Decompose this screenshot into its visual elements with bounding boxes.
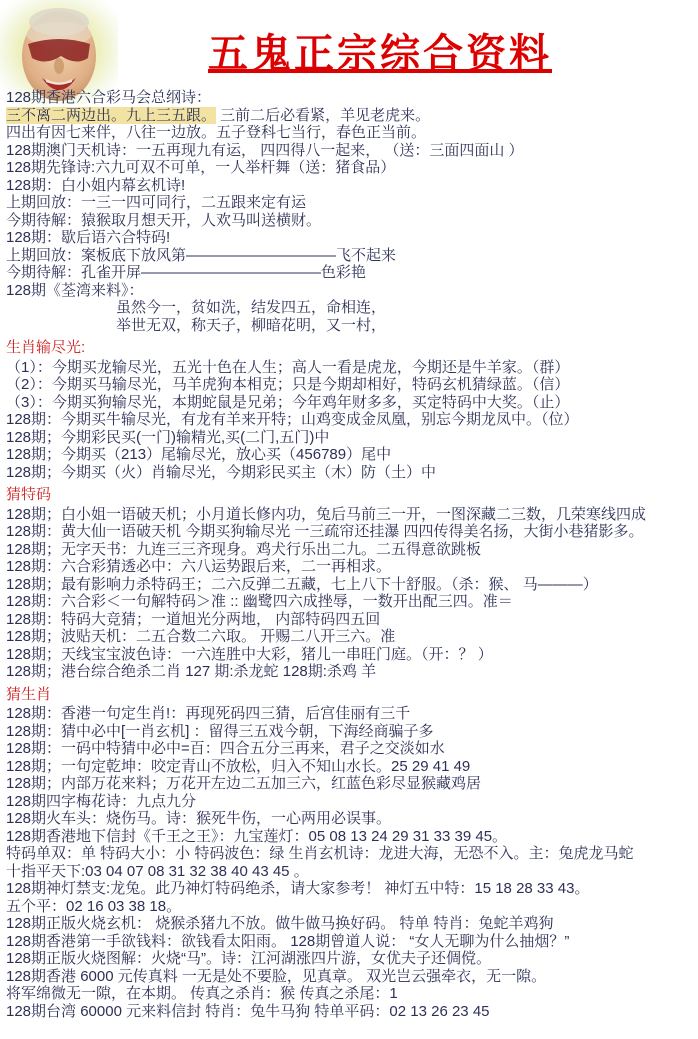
text-line: （1）：今期买龙输尽光，五光十色在人生；高人一看是虎龙，今期还是牛羊家。（群） (6, 358, 570, 376)
page-title: 五鬼正宗综合资料 (208, 31, 552, 76)
text-line: 128期澳门天机诗：一五再现九有运， 四四得八一起来， （送：三面四面山 ） (6, 141, 524, 159)
text-line: 将军绵微无一隙，在本期。 传真之杀肖：猴 传真之杀尾：1 (6, 985, 398, 1002)
text-line: 128期；无字天书：九连三三齐现身。鸡犬行乐出二九。二五得意欲跳板 (6, 540, 482, 558)
text-line: 128期：歇后语六合特码! (6, 229, 171, 246)
text-line: 128期：白小姐内幕玄机诗! (6, 176, 186, 194)
text-line: 128期香港六合彩马会总纲诗： (6, 89, 212, 106)
text-line: 特码单双：单 特码大小：小 特码波色：绿 生肖玄机诗：龙进大海，无恐不入。主：兔虎龙马蛇 (6, 845, 634, 862)
text-line: 128期火车头：烧伤马。诗：猴死牛伤，一心两用必误事。 (6, 810, 392, 827)
text-line: 128期香港第一手欲钱料：欲钱看太阳雨。 128期曾道人说： “女人无聊为什么抽烟？” (6, 932, 570, 950)
text-line: 五个平：02 16 03 38 18。 (6, 897, 182, 915)
text-line: 128期正版火烧玄机： 烧猴杀猪九不放。做牛做马换好码。 特单 特肖：兔蛇羊鸡狗 (6, 915, 554, 932)
text-line: 128期神灯禁支:龙兔。此乃神灯特码绝杀，请大家参考！ 神灯五中特：15 18 28 33 43。 (6, 880, 590, 897)
text-line: 128期四字梅花诗：九点九分 (6, 792, 197, 810)
text-line: 三不离二两边出。九上三五跟。 三前二后必看紧，羊见老虎来。 (6, 106, 431, 124)
text-line: （3）：今期买狗输尽光，本期蛇鼠是兄弟；今年鸡年财多多，买定特码中大奖。（止） (6, 393, 570, 411)
text-line: 十指平天下:03 04 07 08 31 32 38 40 43 45 。 (6, 862, 309, 880)
text-line: 128期；波贴天机：二五合数二六取。 开赐二八开三六。准 (6, 628, 396, 645)
text-line: 128期；港台综合绝杀二肖 127 期:杀龙蛇 128期:杀鸡 羊 (6, 663, 377, 680)
text-line: 128期台湾 60000 元来料信封 特肖：兔牛马狗 特单平码：02 13 26 23 45 (6, 1002, 490, 1020)
text-line: 今期待解：猿猴取月想天开，人欢马叫送横财。 (6, 211, 322, 229)
text-line: 128期；天线宝宝波色诗：一六连胜中大彩，猪儿一串旺门庭。（开：？ ） (6, 645, 493, 663)
text-line: 128期：六合彩猜透必中：六八运势跟后来，二一再相求。 (6, 558, 392, 575)
text-line: 128期：六合彩＜一句解特码＞准 :: 幽鹭四六成挫辱，一数开出配三四。准＝ (6, 593, 513, 610)
text-line: 今期待解：孔雀开屏————————————色彩艳 (6, 264, 367, 281)
text-line: 128期：黄大仙一语破天机 今期买狗输尽光 一三疏帘还挂瀑 四四传得美名扬，大街小巷猪影多。 (6, 523, 644, 540)
text-line: 四出有因七来伴，八往一边放。五子登科七当行，春色正当前。 (6, 124, 427, 141)
text-line: 128期；最有影响力杀特码王；二六反弹二五藏，七上八下十舒服。（杀：猴、 马———） (6, 575, 598, 593)
text-line: 128期；一句定乾坤：咬定青山不放松，归入不知山水长。25 29 41 49 (6, 757, 471, 775)
text-line: 128期香港地下信封《千王之王》：九宝莲灯：05 08 13 24 29 31 33 39 45。 (6, 827, 508, 845)
text-line: 128期；白小姐一语破天机；小月道长修内功，兔后马前三一开，一图深藏二三数，几荣寒线四成 (6, 505, 647, 523)
text-line: （2）：今期买马输尽光，马羊虎狗本相克；只是今期却相好，特码玄机猜绿蓝。（信） (6, 376, 570, 393)
text-line: 128期《荃湾来料》： (6, 281, 144, 299)
text-line: 128期；内部万花来料；万花开左边二五加三六，红蓝色彩尽显猴藏鸡居 (6, 775, 482, 792)
text-line: 128期；今期买（火）肖输尽光，今期彩民买主（木）防（土）中 (6, 463, 437, 481)
text-line: 128期：香港一句定生肖!：再现死码四三猜，后宫佳丽有三千 (6, 705, 411, 722)
highlighted-text: 三不离二两边出。九上三五跟。 (6, 106, 217, 124)
text-line: 128期；今期彩民买(一门)输精光,买(二门,五门)中 (6, 428, 330, 446)
text-line: 举世无双，称天子，柳暗花明，又一村， (116, 316, 387, 334)
section-header: 生肖输尽光: (6, 339, 86, 356)
text-line: 128期：猜中必中[一肖玄机] ：留得三五戏今朝，下海经商骗子多 (6, 722, 434, 740)
text-line: 128期香港 6000 元传真料 一无是处不要脸，见真章。 双光岂云强牵衣，无一隙。 (6, 967, 547, 985)
text-line: 128期正版火烧图解：火烧“马”。诗：江河湖涨四片游，女优夫子还倜傥。 (6, 950, 492, 967)
section-header: 猜生肖 (6, 685, 52, 703)
content-lines (6, 89, 698, 1020)
text-line: 128期：一码中特猜中必中=百：四合五分三再来，君子之交淡如水 (6, 740, 445, 757)
text-line: 上期回放：一三一四可同行，二五跟来定有运 (6, 194, 307, 211)
text-line: 上期回放：案板底下放风第——————————飞不起来 (6, 246, 397, 264)
text-line: 128期：特码大竞猜；一道旭光分两地， 内部特码四五回 (6, 610, 381, 628)
text-line: 128期先锋诗:六九可双不可单，一人举杆舞（送：猪食品） (6, 159, 396, 176)
text-line: 128期；今期买（213）尾输尽光，放心买（456789）尾中 (6, 446, 392, 463)
text-line: 虽然今一，贫如洗，结发四五，命相连， (116, 299, 387, 316)
section-header: 猜特码 (6, 486, 52, 503)
text-line: 128期：今期买牛输尽光，有龙有羊来开特；山鸡变成金凤凰，别忘今期龙凤中。（位） (6, 411, 579, 428)
